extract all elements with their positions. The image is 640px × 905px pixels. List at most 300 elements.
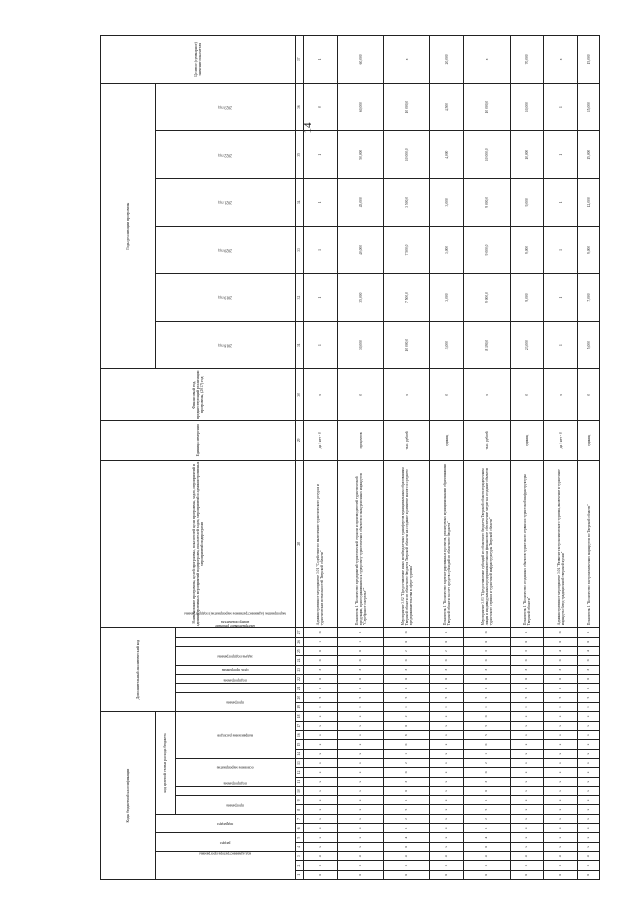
code-cell: 1 xyxy=(578,861,600,870)
code-cell: 0 xyxy=(464,628,510,637)
code-cell: 0 xyxy=(337,870,383,879)
unit-cell: тыс. рублей xyxy=(384,421,430,460)
code-cell: 5 xyxy=(464,731,510,740)
code-cell: 0 xyxy=(430,674,464,683)
code-cell: 0 xyxy=(384,628,430,637)
row-name-cell: Административное мероприятие 3.04 "Развитие гастрономического туризма, включение в туристские маршруты блюд традиционной тверской кухни" xyxy=(544,460,578,628)
year-value-cell: 4,500 xyxy=(430,83,464,131)
code-cell: х xyxy=(430,786,464,795)
code-cell: 0 xyxy=(384,842,430,851)
target-cell: 20,000 xyxy=(430,36,464,84)
table-container xyxy=(100,35,600,880)
column-number: 25 xyxy=(296,646,304,655)
code-cell: х xyxy=(510,814,544,823)
column-number: 16 xyxy=(296,731,304,740)
main-event-code-header: основное мероприятие xyxy=(176,758,296,786)
code-cell: х xyxy=(337,712,383,722)
column-number: 32 xyxy=(296,274,304,322)
year-value-cell: 7 500,0 xyxy=(384,274,430,322)
target-cell: 60,000 xyxy=(337,36,383,84)
code-cell: х xyxy=(510,758,544,767)
year-value-cell: 60,000 xyxy=(337,83,383,131)
year-value-cell: 30,000 xyxy=(337,321,383,369)
code-cell: 1 xyxy=(304,702,338,711)
code-cell: 0 xyxy=(430,637,464,646)
code-cell: 1 xyxy=(430,628,464,637)
year-value-cell: 1 xyxy=(544,83,578,131)
code-cell: 0 xyxy=(384,870,430,879)
code-cell: 5 xyxy=(578,693,600,702)
code-cell: х xyxy=(510,786,544,795)
code-cell: 1 xyxy=(430,861,464,870)
budget-codes-header: Коды бюджетной классификации xyxy=(101,712,156,880)
row-name-cell: Мероприятие 3.03 "Предоставление субсидий из областного бюджета Тверской области юридическим лицам и индивидуальным предпринимателям на финансовое обеспечение затрат на создание объектов туристского сервиса и туристской инфраструктуры Тверской области" xyxy=(464,460,510,628)
fin-year-header: Финансовый год, предшествующий реализации программы, (2017) год xyxy=(101,369,296,421)
code-cell: х xyxy=(544,786,578,795)
code-cell: 1 xyxy=(510,861,544,870)
code-cell: х xyxy=(510,740,544,749)
code-cell: 0 xyxy=(384,656,430,665)
code-cell: х xyxy=(337,842,383,851)
code-cell: 4 xyxy=(578,852,600,861)
code-cell: 0 xyxy=(510,656,544,665)
column-number: 8 xyxy=(296,805,304,814)
code-cell: 1 xyxy=(337,702,383,711)
code-cell: 1 xyxy=(337,628,383,637)
code-cell: 5 xyxy=(464,805,510,814)
code-cell: 1 xyxy=(578,702,600,711)
code-cell: 0 xyxy=(544,656,578,665)
column-number: 10 xyxy=(296,786,304,795)
code-cell: х xyxy=(304,712,338,722)
year-value-cell: 35,000 xyxy=(337,274,383,322)
fin-year-cell: 0 xyxy=(430,369,464,421)
column-number: 35 xyxy=(296,131,304,179)
table-body xyxy=(304,36,600,880)
code-cell: х xyxy=(578,796,600,805)
code-cell: 1 xyxy=(337,684,383,693)
code-cell: 0 xyxy=(510,637,544,646)
year-value-cell: 1 xyxy=(544,131,578,179)
code-cell: 1 xyxy=(384,861,430,870)
column-number: 15 xyxy=(296,740,304,749)
column-number: 13 xyxy=(296,758,304,767)
code-cell: 4 xyxy=(430,852,464,861)
subsection-header: подраздел xyxy=(156,814,296,833)
code-cell: х xyxy=(544,824,578,833)
code-cell: х xyxy=(578,731,600,740)
table-row xyxy=(544,36,578,880)
column-number: 37 xyxy=(296,36,304,84)
code-cell: 1 xyxy=(578,684,600,693)
code-cell: 1 xyxy=(464,796,510,805)
year-2020-header: 2020 год xyxy=(156,226,296,274)
code-cell: 5 xyxy=(384,805,430,814)
code-cell: 1 xyxy=(304,684,338,693)
code-cell: х xyxy=(304,731,338,740)
code-cell: 4 xyxy=(464,833,510,842)
column-number: 3 xyxy=(296,852,304,861)
table-row xyxy=(464,36,510,880)
row-name-cell: Административное мероприятие 3.01 "Содействие по включению туристического ресурса и туристических возможностей Тверской области" xyxy=(304,460,338,628)
code-cell: х xyxy=(304,805,338,814)
analytic-code-header: Дополнительный аналитический код xyxy=(101,628,176,712)
code-cell: х xyxy=(430,768,464,777)
code-cell: х xyxy=(337,721,383,730)
column-number: 11 xyxy=(296,777,304,786)
year-value-cell: 3,000 xyxy=(430,179,464,227)
code-cell: 1 xyxy=(464,824,510,833)
year-value-cell: 9 000,0 xyxy=(464,226,510,274)
code-cell: х xyxy=(337,824,383,833)
target-cell: 1 xyxy=(304,36,338,84)
code-cell: х xyxy=(544,731,578,740)
year-value-cell: 5,000 xyxy=(578,321,600,369)
year-value-cell: 10 000,0 xyxy=(384,83,430,131)
code-cell: 4 xyxy=(384,833,430,842)
code-cell: 0 xyxy=(544,674,578,683)
a-program-header: программа xyxy=(176,693,296,712)
year-value-cell: 3,000 xyxy=(430,274,464,322)
code-cell: 0 xyxy=(384,674,430,683)
code-cell: 3 xyxy=(464,646,510,655)
fin-year-cell: х xyxy=(304,369,338,421)
code-cell: х xyxy=(544,796,578,805)
target-cell: 15,000 xyxy=(578,36,600,84)
code-cell: 1 xyxy=(544,702,578,711)
code-cell: 1 xyxy=(430,702,464,711)
unit-cell: да / нет - 0 xyxy=(304,421,338,460)
code-cell: х xyxy=(304,796,338,805)
code-cell: 1 xyxy=(464,684,510,693)
code-cell: 0 xyxy=(510,674,544,683)
code-cell: 5 xyxy=(464,721,510,730)
row-name-cell: Мероприятие 3.02 "Предоставление иных межбюджетных трансфертов муниципальным образованиям Тверской области из областного бюджета Тверской области на создание и развитие малого и среднего предпринимательства в сфере туризма" xyxy=(384,460,430,628)
row-name-cell: Показатель 1 "Количество предприятий туристической отрасли и производителей туристической продукции, присоединившихся к турпроекту туристических объектов и экскурсионных маршрутов "Серебряное ожерелье"" xyxy=(337,460,383,628)
code-cell: 0 xyxy=(464,637,510,646)
column-number: 20 xyxy=(296,693,304,702)
year-value-cell: 9 000,0 xyxy=(464,179,510,227)
code-cell: 1 xyxy=(337,861,383,870)
code-cell: х xyxy=(430,721,464,730)
year-value-cell: 1 xyxy=(304,226,338,274)
code-cell: 0 xyxy=(544,637,578,646)
code-cell: 1 xyxy=(384,796,430,805)
code-cell: х xyxy=(304,824,338,833)
code-cell: х xyxy=(578,749,600,758)
year-value-cell: 0 xyxy=(304,83,338,131)
year-value-cell: 23,000 xyxy=(510,321,544,369)
a-subprogram-header: подпрограмма xyxy=(176,684,296,693)
subprogram-code-header: подпрограмма xyxy=(176,786,296,795)
code-cell: 0 xyxy=(544,870,578,879)
column-number: 18 xyxy=(296,712,304,722)
program-table xyxy=(100,35,600,880)
code-cell: 0 xyxy=(304,656,338,665)
code-cell: х xyxy=(304,740,338,749)
table-row xyxy=(578,36,600,880)
year-2018-header: 2018 год xyxy=(156,321,296,369)
year-value-cell: 40,000 xyxy=(337,226,383,274)
code-cell: 0 xyxy=(384,786,430,795)
code-cell: х xyxy=(578,814,600,823)
target-cell: 70,000 xyxy=(510,36,544,84)
code-cell: х xyxy=(337,740,383,749)
unit-cell: единиц xyxy=(510,421,544,460)
a-goal-header: цель программы xyxy=(176,674,296,683)
code-cell: х xyxy=(430,842,464,851)
column-number: 1 xyxy=(296,870,304,879)
target-header: Целевое (суммарное) значение показателя xyxy=(101,36,296,84)
code-cell: х xyxy=(578,768,600,777)
column-number: 28 xyxy=(296,460,304,628)
code-cell: х xyxy=(510,721,544,730)
code-cell: х xyxy=(304,721,338,730)
code-cell: х xyxy=(578,786,600,795)
code-cell: х xyxy=(510,805,544,814)
code-cell: х xyxy=(430,833,464,842)
code-cell: х xyxy=(578,805,600,814)
code-cell: 0 xyxy=(464,674,510,683)
code-cell: 2 xyxy=(384,712,430,722)
unit-header: Единица измерения xyxy=(101,421,296,460)
column-number: 24 xyxy=(296,656,304,665)
code-cell: х xyxy=(337,796,383,805)
code-cell: 0 xyxy=(384,740,430,749)
column-number: 6 xyxy=(296,824,304,833)
code-cell: 3 xyxy=(464,665,510,674)
year-2019-header: 2019 год xyxy=(156,274,296,322)
year-value-cell: 10,000 xyxy=(510,131,544,179)
code-cell: 5 xyxy=(510,693,544,702)
year-value-cell: 45,000 xyxy=(337,179,383,227)
section-header: раздел xyxy=(156,833,296,852)
code-cell: х xyxy=(337,805,383,814)
code-cell: 1 xyxy=(304,637,338,646)
year-value-cell: 10,000 xyxy=(510,83,544,131)
code-cell: х xyxy=(430,749,464,758)
code-cell: х xyxy=(337,758,383,767)
code-cell: х xyxy=(544,768,578,777)
code-cell: х xyxy=(430,805,464,814)
code-cell: 3 xyxy=(384,665,430,674)
years-group-header: Годы реализации программы xyxy=(101,83,156,369)
unit-cell: процентов xyxy=(337,421,383,460)
code-cell: х xyxy=(430,740,464,749)
code-cell: 0 xyxy=(578,637,600,646)
fin-year-cell: х xyxy=(464,369,510,421)
year-value-cell: 1 xyxy=(304,131,338,179)
code-cell: х xyxy=(578,712,600,722)
code-cell: 3 xyxy=(510,665,544,674)
code-cell: х xyxy=(578,833,600,842)
code-cell: 0 xyxy=(304,646,338,655)
fin-year-cell: 0 xyxy=(337,369,383,421)
fin-year-cell: х xyxy=(384,369,430,421)
code-cell: 1 xyxy=(510,702,544,711)
code-cell: 5 xyxy=(384,693,430,702)
code-cell: 6 xyxy=(384,731,430,740)
year-value-cell: 9,000 xyxy=(510,179,544,227)
code-cell: х xyxy=(337,731,383,740)
code-cell: 1 xyxy=(544,684,578,693)
target-cell: х xyxy=(544,36,578,84)
code-cell: 4 xyxy=(384,852,430,861)
code-cell: 5 xyxy=(430,693,464,702)
code-cell: х xyxy=(304,842,338,851)
code-cell: 4 xyxy=(304,852,338,861)
year-value-cell: 9,000 xyxy=(578,226,600,274)
code-cell: х xyxy=(510,712,544,722)
year-value-cell: 50,000 xyxy=(337,131,383,179)
code-cell: х xyxy=(544,814,578,823)
year-value-cell: 1 xyxy=(304,321,338,369)
code-cell: 2 xyxy=(384,814,430,823)
code-cell: 1 xyxy=(384,684,430,693)
code-cell: 4 xyxy=(337,852,383,861)
target-cell: х xyxy=(464,36,510,84)
code-cell: 4 xyxy=(464,852,510,861)
year-value-cell: 8 190,0 xyxy=(464,321,510,369)
code-cell: х xyxy=(544,721,578,730)
code-cell: 1 xyxy=(430,684,464,693)
code-cell: 0 xyxy=(430,656,464,665)
code-cell: х xyxy=(510,768,544,777)
code-cell: х xyxy=(578,740,600,749)
code-cell: 4 xyxy=(578,646,600,655)
code-cell: х xyxy=(337,786,383,795)
column-number: 34 xyxy=(296,179,304,227)
code-cell: 0 xyxy=(384,721,430,730)
code-cell: 1 xyxy=(464,861,510,870)
code-cell: х xyxy=(578,721,600,730)
code-cell: х xyxy=(337,833,383,842)
code-cell: х xyxy=(337,777,383,786)
code-cell: х xyxy=(430,796,464,805)
column-number: 5 xyxy=(296,833,304,842)
year-value-cell: 1 xyxy=(304,179,338,227)
year-value-cell: 9,000 xyxy=(510,274,544,322)
code-cell: х xyxy=(430,814,464,823)
year-value-cell: 1 xyxy=(544,226,578,274)
code-cell: 0 xyxy=(464,786,510,795)
code-cell: 0 xyxy=(464,768,510,777)
year-value-cell: 9 000,0 xyxy=(464,274,510,322)
code-cell: х xyxy=(430,731,464,740)
code-cell: 5 xyxy=(544,693,578,702)
column-number: 22 xyxy=(296,674,304,683)
column-number: 19 xyxy=(296,702,304,711)
a-event-header: мероприятие (административное мероприятие) подпрограммы xyxy=(176,646,296,665)
code-cell: 2 xyxy=(464,758,510,767)
code-cell: х xyxy=(544,758,578,767)
code-cell: 2 xyxy=(384,646,430,655)
code-cell: 0 xyxy=(430,870,464,879)
code-cell: х xyxy=(304,814,338,823)
row-name-cell: Показатель 1 "Количество созданных объектов туристского сервиса и туристской инфраструктуры Тверской области" xyxy=(510,460,544,628)
year-value-cell: 12,000 xyxy=(578,179,600,227)
code-cell: 0 xyxy=(304,628,338,637)
code-cell: 0 xyxy=(510,870,544,879)
code-cell: х xyxy=(510,749,544,758)
code-cell: х xyxy=(544,740,578,749)
code-cell: 0 xyxy=(304,674,338,683)
code-cell: 1 xyxy=(510,684,544,693)
column-number: 12 xyxy=(296,768,304,777)
code-cell: 1 xyxy=(544,861,578,870)
code-cell: 1 xyxy=(578,628,600,637)
code-cell: х xyxy=(578,777,600,786)
year-value-cell: 7 500,0 xyxy=(384,226,430,274)
name-header: Наименование программы, целей программы, показателей цели программы, задач, мероприятий и административных мероприятий подпрограмм, показателей задач, мероприятий и административных мероприятий подпрограмм xyxy=(101,460,296,628)
code-cell: 2 xyxy=(384,758,430,767)
fin-year-cell: 0 xyxy=(510,369,544,421)
unit-cell: тыс. рублей xyxy=(464,421,510,460)
column-number: 9 xyxy=(296,796,304,805)
code-cell: х xyxy=(337,749,383,758)
code-cell: 1 xyxy=(510,628,544,637)
column-number-row xyxy=(296,36,304,880)
year-2023-header: 2023 год xyxy=(156,83,296,131)
code-cell: 0 xyxy=(544,628,578,637)
program-code-header: программа xyxy=(176,796,296,815)
column-number: 36 xyxy=(296,83,304,131)
code-cell: х xyxy=(304,758,338,767)
year-value-cell: 1 xyxy=(544,321,578,369)
column-number: 14 xyxy=(296,749,304,758)
code-cell: 0 xyxy=(337,646,383,655)
code-cell: 0 xyxy=(464,740,510,749)
code-cell: 5 xyxy=(464,693,510,702)
year-value-cell: 1 xyxy=(304,274,338,322)
code-cell: х xyxy=(304,749,338,758)
code-cell: 0 xyxy=(384,768,430,777)
code-cell: 0 xyxy=(337,656,383,665)
code-cell: х xyxy=(337,814,383,823)
code-cell: 2 xyxy=(464,814,510,823)
code-cell: х xyxy=(578,842,600,851)
code-cell: х xyxy=(304,777,338,786)
expense-direction-header: направление расходов xyxy=(176,712,296,759)
table-row xyxy=(510,36,544,880)
code-cell: 5 xyxy=(337,693,383,702)
code-cell: х xyxy=(578,824,600,833)
column-number: 7 xyxy=(296,814,304,823)
fin-year-cell: х xyxy=(544,369,578,421)
unit-cell: единиц xyxy=(578,421,600,460)
code-cell: х xyxy=(544,842,578,851)
code-cell: х xyxy=(510,796,544,805)
code-cell: х xyxy=(430,824,464,833)
year-value-cell: 10 000,0 xyxy=(384,321,430,369)
code-cell: 4 xyxy=(510,852,544,861)
row-name-cell: Показатель 1 "Количество зарегистрированных проектов, реализуемых муниципальными образованиями Тверской области за счет средств субсидий из областного бюджета" xyxy=(430,460,464,628)
code-cell: 3 xyxy=(464,777,510,786)
code-cell: х xyxy=(544,749,578,758)
code-cell: 2 xyxy=(430,646,464,655)
column-number: 33 xyxy=(296,226,304,274)
column-number: 30 xyxy=(296,369,304,421)
row-name-cell: Показатель 1 "Количество гастрономических маршрутов по Тверской области" xyxy=(578,460,600,628)
code-cell: х xyxy=(304,786,338,795)
code-cell: х xyxy=(544,833,578,842)
code-cell: 1 xyxy=(384,749,430,758)
code-cell: 3 xyxy=(578,665,600,674)
table-row xyxy=(430,36,464,880)
year-2022-header: 2022 год xyxy=(156,131,296,179)
code-cell: 0 xyxy=(384,637,430,646)
column-number: 31 xyxy=(296,321,304,369)
